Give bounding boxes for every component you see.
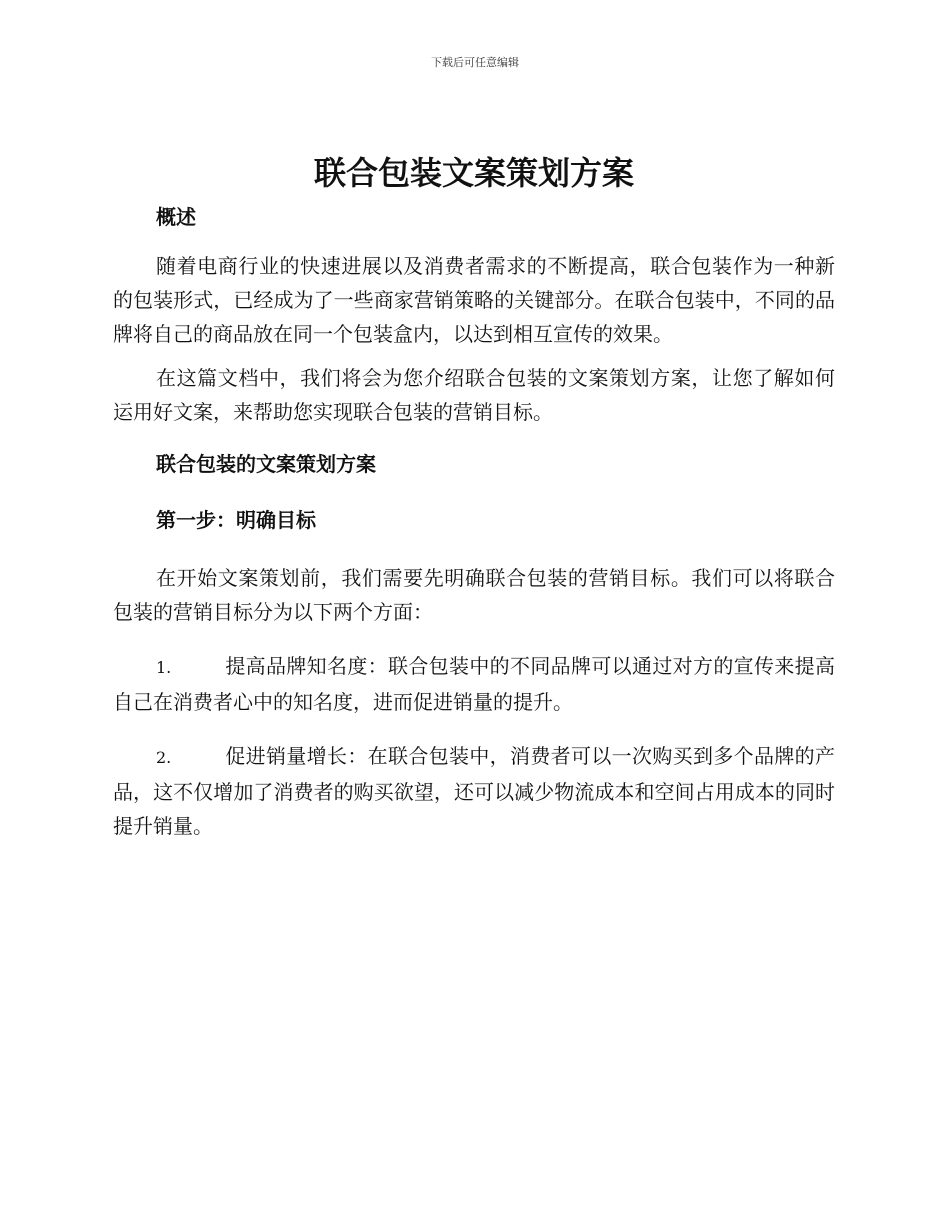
plan-heading: 联合包装的文案策划方案 bbox=[156, 452, 376, 476]
list-item-1 bbox=[113, 649, 835, 719]
step1-heading: 第一步：明确目标 bbox=[156, 508, 316, 532]
list-text-2: 促进销量增长：在联合包装中，消费者可以一次购买到多个品牌的产品，这不仅增加了消费者的购买欲望，还可以减少物流成本和空间占用成本的同时提升销量。 bbox=[113, 744, 835, 838]
list-text-1: 提高品牌知名度：联合包装中的不同品牌可以通过对方的宣传来提高自己在消费者心中的知名度，进而促进销量的提升。 bbox=[113, 654, 835, 714]
header-note: 下载后可任意编辑 bbox=[431, 56, 519, 69]
overview-paragraph-2: 在这篇文档中，我们将会为您介绍联合包装的文案策划方案，让您了解如何运用好文案，来帮助您实现联合包装的营销目标。 bbox=[113, 366, 835, 424]
overview-paragraph-1: 随着电商行业的快速进展以及消费者需求的不断提高，联合包装作为一种新的包装形式，已经成为了一些商家营销策略的关键部分。在联合包装中，不同的品牌将自己的商品放在同一个包装盒内，以达到相互宣传的效果。 bbox=[113, 254, 835, 346]
overview-heading: 概述 bbox=[156, 205, 196, 229]
document-body bbox=[113, 148, 835, 843]
list-number-1: 1. bbox=[156, 658, 172, 677]
list-number-2: 2. bbox=[156, 748, 172, 767]
document-title: 联合包装文案策划方案 bbox=[313, 154, 634, 192]
list-item-2 bbox=[113, 739, 835, 843]
step1-paragraph: 在开始文案策划前，我们需要先明确联合包装的营销目标。我们可以将联合包装的营销目标分为以下两个方面： bbox=[113, 566, 835, 624]
